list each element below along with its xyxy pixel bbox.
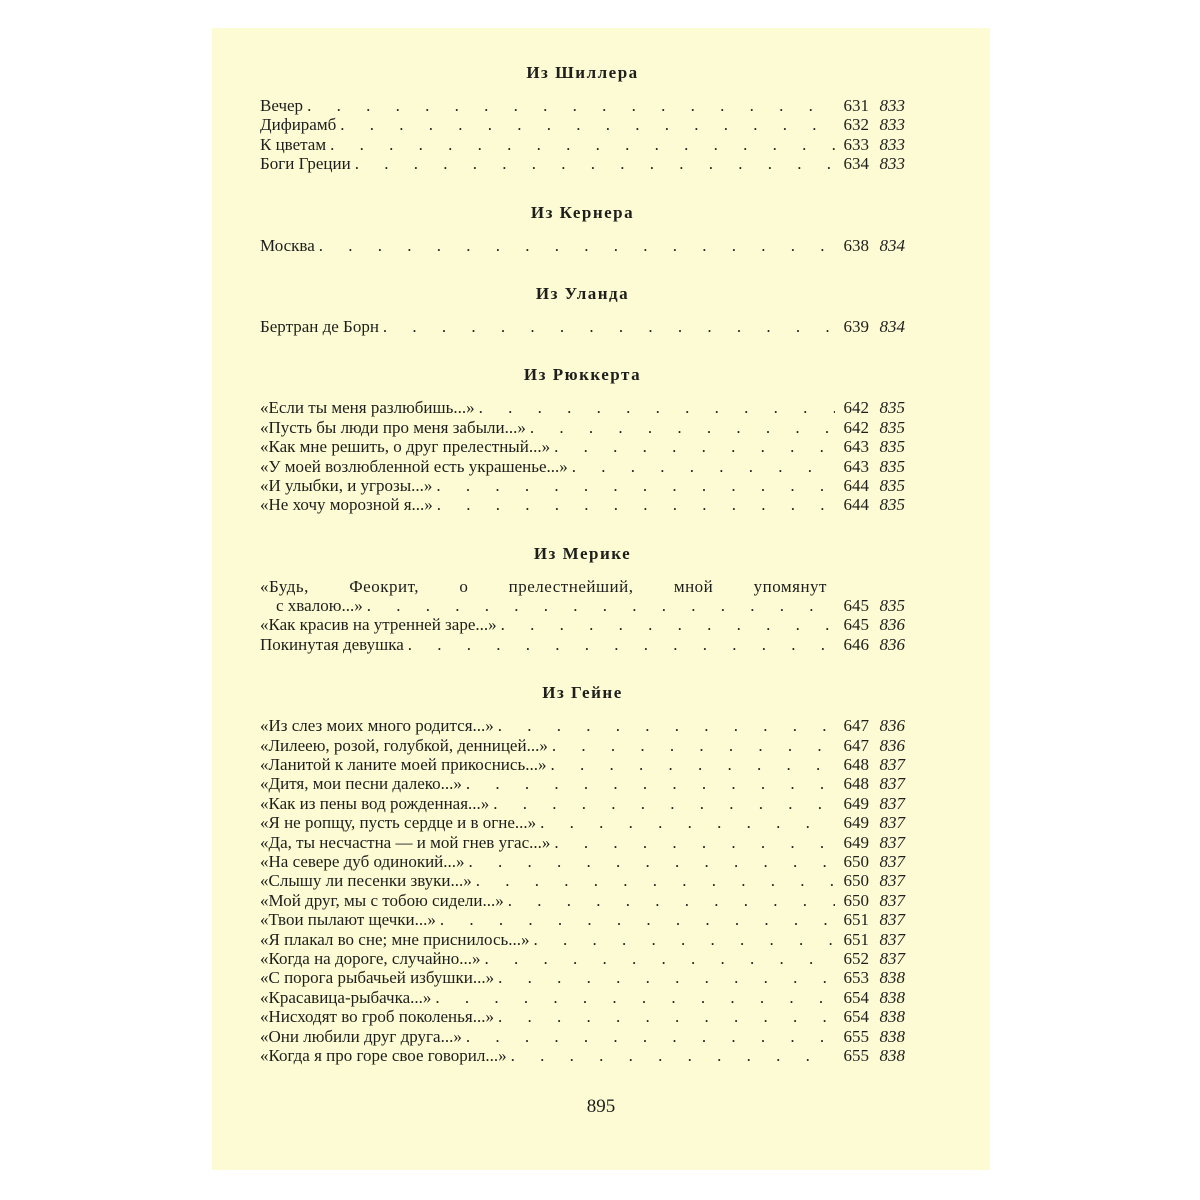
toc-entry [260,1007,905,1026]
toc-entry [260,236,905,255]
page-number: 644 [843,475,869,495]
dot-leader [493,794,835,813]
dot-leader [550,755,835,774]
section-heading: Из Шиллера [526,63,639,82]
toc-entry [260,716,905,735]
toc-entry [260,852,905,871]
toc-entry [260,418,905,437]
toc-entry [260,1046,905,1065]
page-number: 648 [843,755,869,775]
dot-leader [484,949,835,968]
entry-title: «Как мне решить, о друг прелестный...» [260,437,551,457]
section-heine [260,682,905,1065]
note-page-number: 835 [879,437,905,457]
note-page-number: 838 [879,987,905,1007]
note-page-number: 837 [879,910,905,930]
dot-leader [534,930,835,949]
page-number: 649 [843,813,869,833]
page-number: 645 [843,596,869,616]
page-number: 638 [843,235,869,255]
note-page-number: 835 [879,475,905,495]
toc-entry [260,476,905,495]
section-heading: Из Кернера [530,202,635,222]
note-page-number: 835 [879,398,905,418]
entry-title: «Лилеею, розой, голубкой, денницей...» [260,735,548,755]
entry-title: Боги Греции [260,154,351,174]
section-heading: Из Мерике [533,543,632,563]
note-page-number: 835 [879,417,905,437]
section-heading: Из Гейне [542,683,623,703]
note-page-number: 837 [879,929,905,949]
entry-title: «Дитя, мои песни далеко...» [260,774,462,794]
note-page-number: 836 [879,735,905,755]
book-page [212,28,990,1170]
toc-entry [260,437,905,456]
entry-title: «Они любили друг друга...» [260,1026,462,1046]
note-page-number: 837 [879,774,905,794]
toc-entry [260,968,905,987]
page-number: 655 [843,1026,869,1046]
note-page-number: 833 [879,154,905,174]
entry-title: «Нисходят во гроб поколенья...» [260,1007,494,1027]
dot-leader [501,615,835,634]
note-page-number: 837 [879,890,905,910]
toc-entry [260,135,905,154]
note-page-number: 837 [879,871,905,891]
page-number: 631 [843,96,869,115]
page-number: 652 [843,948,869,968]
dot-leader [466,774,835,793]
dot-leader [383,317,835,336]
note-page-number: 838 [879,1007,905,1027]
page-number: 650 [843,890,869,910]
section-uhland [260,283,905,336]
page-number: 632 [843,115,869,135]
toc-entry [260,596,905,615]
dot-leader [437,495,835,514]
dot-leader [498,968,835,987]
toc-entry [260,317,905,336]
toc-entry [260,871,905,890]
entry-title: Дифирамб [260,115,337,135]
note-page-number: 833 [879,115,905,135]
dot-leader [498,1007,835,1026]
dot-leader [436,476,835,495]
entry-title: «Твои пылают щечки...» [260,910,436,930]
toc-entry [260,813,905,832]
section-kerner [260,202,905,255]
page-number: 643 [843,437,869,457]
entry-title: «Когда на дороге, случайно...» [260,948,481,968]
page-number: 642 [843,417,869,437]
note-page-number: 837 [879,793,905,813]
page-number: 650 [843,851,869,871]
entry-title: «Слышу ли песенки звуки...» [260,871,472,891]
entry-title-line2: с хвалою...» [276,596,363,616]
note-page-number: 833 [879,96,905,115]
dot-leader [530,418,835,437]
note-page-number: 837 [879,851,905,871]
page-number: 644 [843,495,869,515]
page-number: 649 [843,793,869,813]
note-page-number: 835 [879,456,905,476]
toc-entry [260,1027,905,1046]
note-page-number: 834 [879,316,905,336]
note-page-number: 837 [879,948,905,968]
page-number: 648 [843,774,869,794]
toc-entry [260,398,905,417]
note-page-number: 836 [879,615,905,635]
toc-entry [260,891,905,910]
entry-title: «На севере дуб одинокий...» [260,851,465,871]
page-number: 633 [843,134,869,154]
page-number: 643 [843,456,869,476]
dot-leader [498,716,835,735]
entry-title: «Когда я про горе свое говорил...» [260,1045,507,1065]
toc-entry [260,615,905,634]
note-page-number: 838 [879,1026,905,1046]
entry-title: «Из слез моих много родится...» [260,716,494,736]
entry-title: «Да, ты несчастна — и мой гнев угас...» [260,832,551,852]
section-moerike [260,543,905,655]
dot-leader [469,852,835,871]
dot-leader [540,813,835,832]
entry-title: «Не хочу морозной я...» [260,495,433,515]
dot-leader [319,236,835,255]
toc-entry [260,115,905,134]
toc-entry [260,635,905,654]
toc-entry [260,949,905,968]
dot-leader [355,154,835,173]
toc-entry [260,774,905,793]
entry-title-line1: «Будь, Феокрит, о прелестнейший, мной упомянут [260,576,827,596]
dot-leader [340,115,835,134]
dot-leader [511,1046,835,1065]
dot-leader [508,891,835,910]
entry-title: Вечер [260,96,304,115]
section-rueckert [260,364,905,514]
toc-entry [260,154,905,173]
dot-leader [572,457,835,476]
entry-title: «Я не ропщу, пусть сердце и в огне...» [260,813,537,833]
page-number: 639 [843,316,869,336]
toc-entry [260,988,905,1007]
page-number: 646 [843,634,869,654]
toc-entry [260,910,905,929]
section-heading: Из Рюккерта [523,365,642,385]
dot-leader [408,635,835,654]
entry-title: «Как красив на утренней заре...» [260,615,497,635]
entry-title: Москва [260,235,315,255]
page-number: 653 [843,968,869,988]
note-page-number: 837 [879,813,905,833]
entry-title: Покинутая девушка [260,634,404,654]
toc-entry [260,833,905,852]
page-number: 634 [843,154,869,174]
page-number: 647 [843,735,869,755]
entry-title: «Ланитой к ланите моей прикоснись...» [260,755,547,775]
page-number: 647 [843,716,869,736]
entry-title: «Мой друг, мы с тобою сидели...» [260,890,504,910]
entry-title: «Пусть бы люди про меня забыли...» [260,417,526,437]
note-page-number: 834 [879,235,905,255]
note-page-number: 836 [879,634,905,654]
page-number: 651 [843,910,869,930]
page-number: 645 [843,615,869,635]
note-page-number: 833 [879,134,905,154]
page-number: 642 [843,398,869,418]
note-page-number: 838 [879,1045,905,1065]
folio-page-number: 895 [586,1096,616,1117]
dot-leader [552,736,835,755]
entry-title: Бертран де Борн [260,316,379,336]
dot-leader [466,1027,835,1046]
page-number: 655 [843,1045,869,1065]
entry-title: «И улыбки, и угрозы...» [260,475,433,495]
entry-title: «С порога рыбачьей избушки...» [260,968,495,988]
note-page-number: 837 [879,832,905,852]
toc-entry [260,794,905,813]
note-page-number: 838 [879,968,905,988]
entry-title: «Красавица-рыбачка...» [260,987,432,1007]
dot-leader [367,596,835,615]
note-page-number: 835 [879,495,905,515]
dot-leader [440,910,835,929]
table-of-contents [260,62,905,1093]
dot-leader [330,135,835,154]
dot-leader [476,871,835,890]
page-number: 649 [843,832,869,852]
entry-title: «Если ты меня разлюбишь...» [260,398,475,418]
page-number: 650 [843,871,869,891]
toc-entry [260,495,905,514]
entry-title: «У моей возлюбленной есть украшенье...» [260,456,568,476]
entry-title: «Как из пены вод рожденная...» [260,793,490,813]
dot-leader [554,833,835,852]
page-number: 654 [843,987,869,1007]
section-schiller [260,62,905,174]
section-heading: Из Уланда [535,283,630,303]
entry-title: «Я плакал во сне; мне приснилось...» [260,929,530,949]
note-page-number: 837 [879,755,905,775]
page-number: 654 [843,1007,869,1027]
page-number: 651 [843,929,869,949]
note-page-number: 835 [879,596,905,616]
entry-title: К цветам [260,134,327,154]
toc-entry [260,96,905,115]
dot-leader [554,437,835,456]
toc-entry [260,930,905,949]
dot-leader [479,398,835,417]
note-page-number: 836 [879,716,905,736]
toc-entry [260,755,905,774]
dot-leader [307,96,835,115]
toc-entry [260,736,905,755]
toc-entry [260,457,905,476]
dot-leader [435,988,835,1007]
